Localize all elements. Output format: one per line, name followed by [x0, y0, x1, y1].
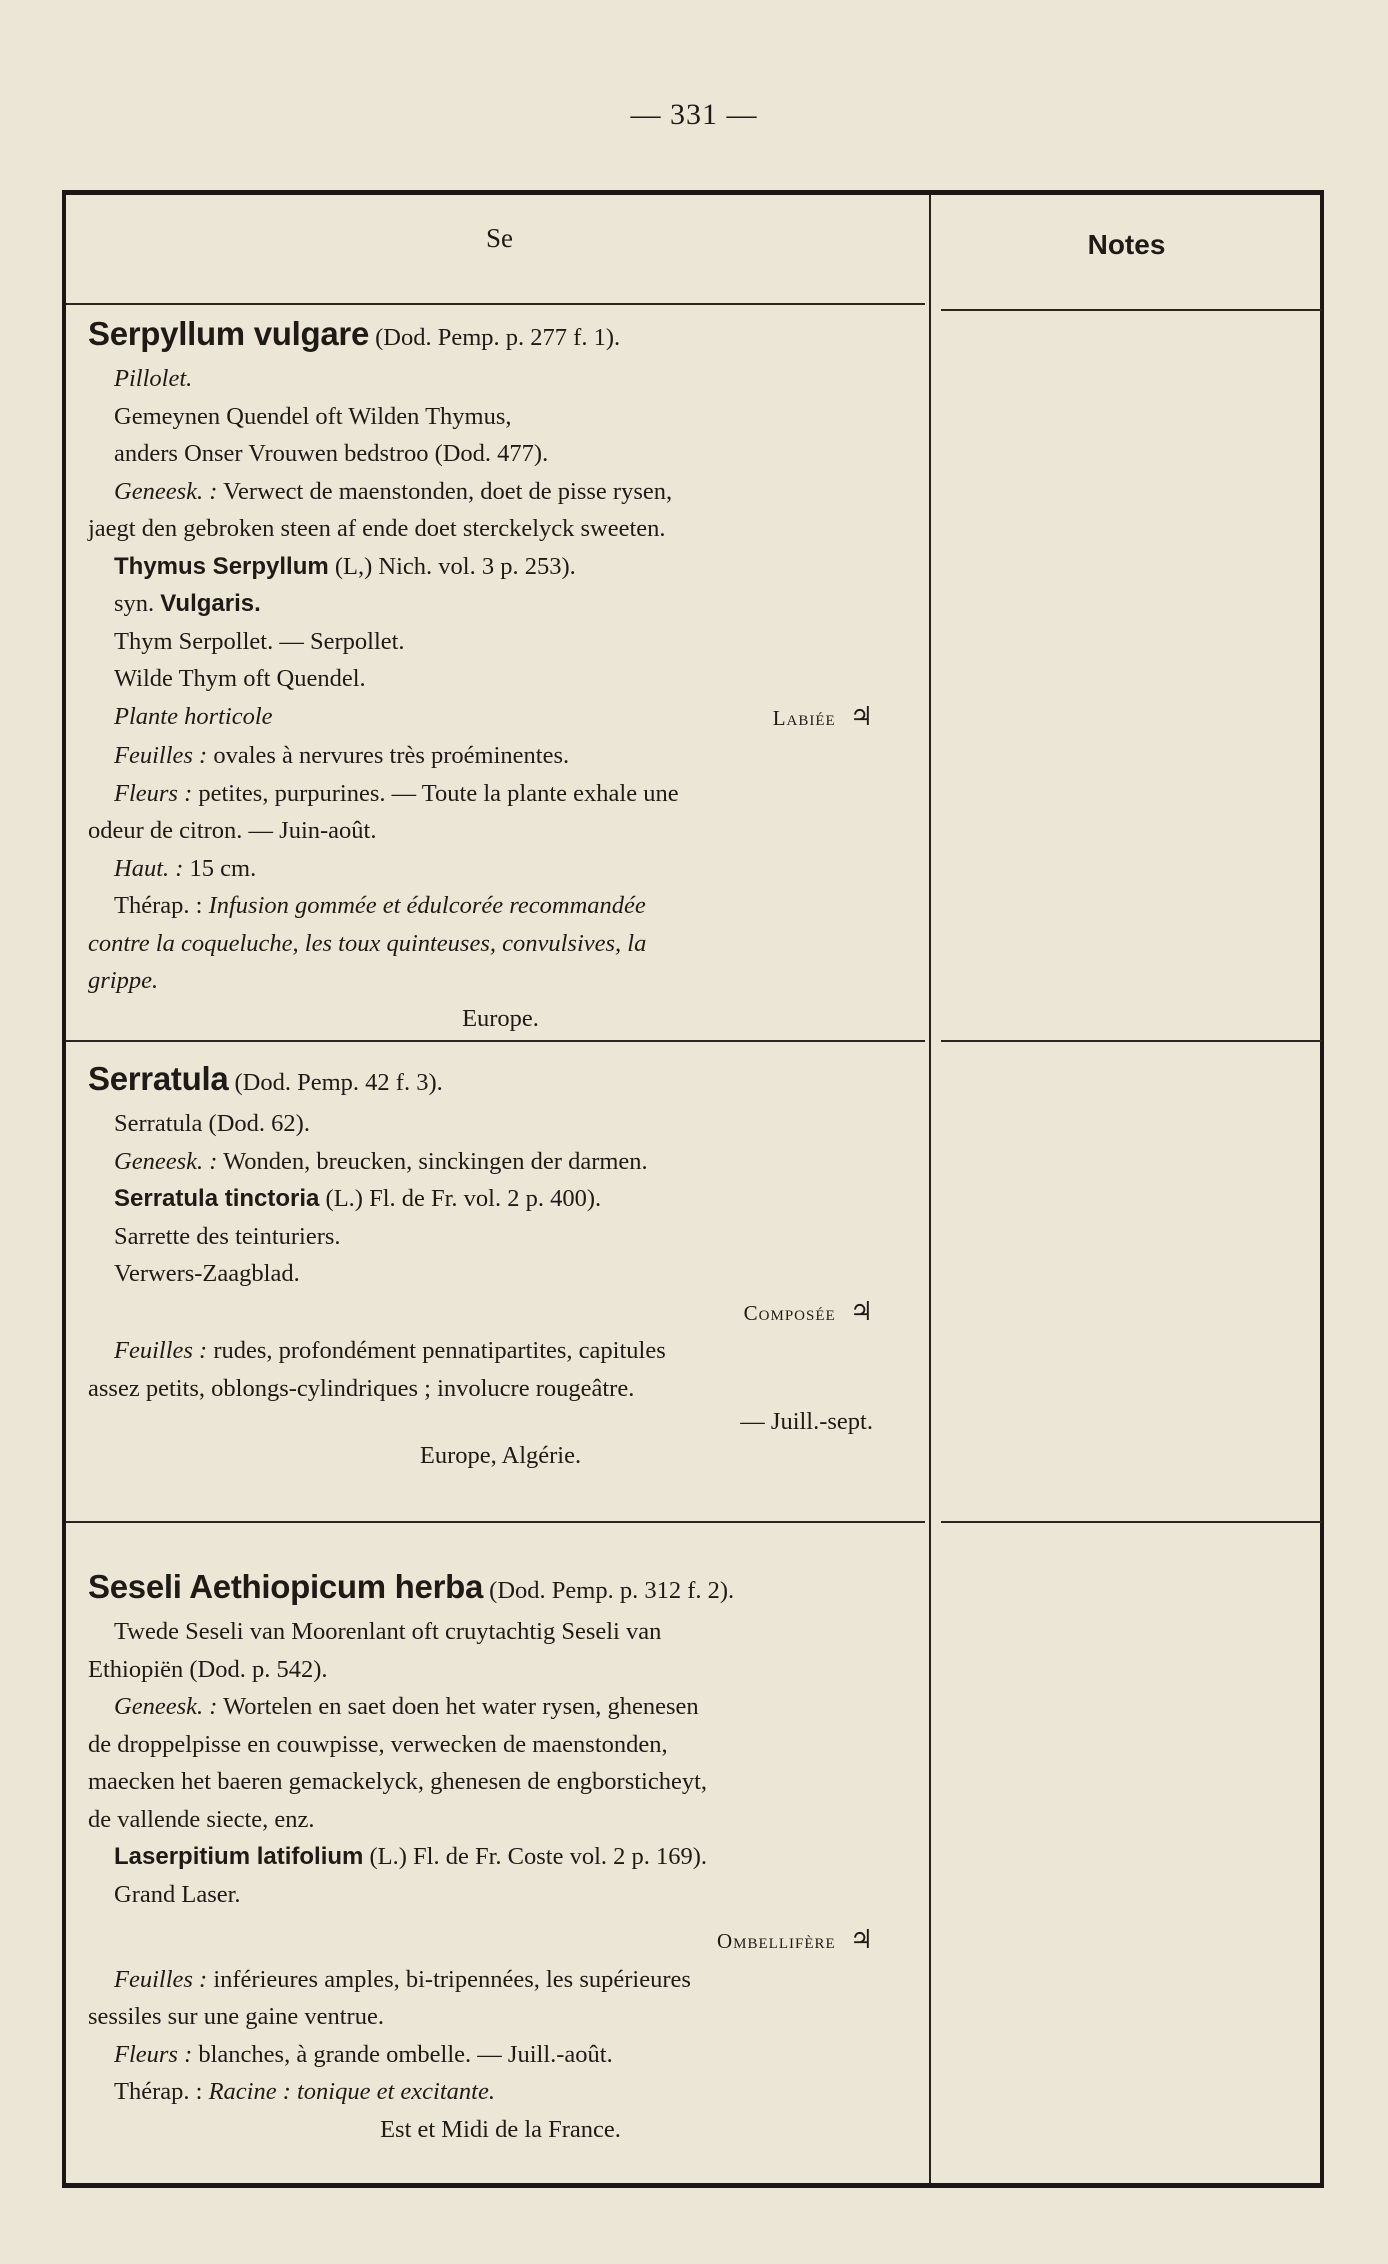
geneesk-text: maecken het baeren gemackelyck, ghenesen de engborsticheyt,	[88, 1768, 708, 1795]
botanical-reference: (L,) Nich. vol. 3 p. 253).	[334, 552, 576, 580]
geneesk-text: Wonden, breucken, sinckingen der darmen.	[223, 1147, 648, 1175]
therap-text: Infusion gommée et édulcorée recommandée	[208, 892, 646, 919]
geneesk-text: de vallende siecte, enz.	[88, 1805, 315, 1833]
column-divider	[929, 195, 931, 2183]
region: Europe, Algérie.	[419, 1442, 582, 1469]
haut-value: 15 cm.	[189, 854, 257, 882]
feuilles-label: Feuilles :	[114, 1965, 208, 1993]
geneesk-label: Geneesk. :	[114, 1693, 218, 1720]
entry-serratula	[88, 1057, 913, 1475]
vernacular-name: Pillolet.	[114, 365, 193, 392]
perennial-symbol: ♃	[849, 1296, 873, 1326]
vernacular-name: Serratula (Dod. 62).	[114, 1110, 310, 1137]
row-divider	[66, 1521, 925, 1523]
entry-reference: (Dod. Pemp. p. 277 f. 1).	[375, 324, 621, 351]
habitat: Plante horticole	[114, 702, 273, 730]
dutch-name: Gemeynen Quendel oft Wilden Thymus,	[114, 402, 512, 430]
haut-label: Haut. :	[114, 854, 184, 882]
fleurs-label: Fleurs :	[114, 779, 193, 807]
feuilles-text: rudes, profondément pennatipartites, capitules	[213, 1337, 666, 1364]
feuilles-text: ovales à nervures très proéminentes.	[213, 742, 570, 769]
plant-family: Labiée	[772, 705, 836, 730]
therap-text: contre la coqueluche, les toux quinteuses, convulsives, la	[88, 929, 647, 957]
geneesk-text: de droppelpisse en couwpisse, verwecken de maenstonden,	[88, 1730, 668, 1758]
geneesk-text: Wortelen en saet doen het water rysen, ghenesen	[223, 1693, 699, 1720]
entry-name: Serratula	[88, 1060, 229, 1097]
dutch-common-name: Wilde Thym oft Quendel.	[114, 665, 366, 692]
row-divider	[66, 1040, 925, 1042]
therap-text: grippe.	[88, 967, 159, 994]
entry-name: Seseli Aethiopicum herba	[88, 1568, 484, 1605]
feuilles-text: sessiles sur une gaine ventrue.	[88, 2003, 384, 2030]
row-divider	[66, 303, 925, 305]
therap-label: Thérap. :	[114, 892, 203, 919]
herbal-table	[62, 190, 1324, 2188]
dutch-name: Ethiopiën (Dod. p. 542).	[88, 1655, 328, 1683]
flowering-period: — Juill.-sept.	[740, 1408, 873, 1435]
perennial-symbol: ♃	[849, 701, 873, 731]
dutch-name: Twede Seseli van Moorenlant oft cruytachtig Seseli van	[114, 1618, 662, 1645]
therap-text: Racine : tonique et excitante.	[208, 2078, 495, 2105]
dutch-name: anders Onser Vrouwen bedstroo (Dod. 477).	[114, 440, 549, 467]
fleurs-text: odeur de citron. — Juin-août.	[88, 817, 377, 844]
perennial-symbol: ♃	[849, 1925, 873, 1954]
region: Est et Midi de la France.	[380, 2115, 621, 2143]
botanical-name: Serratula tinctoria	[114, 1185, 320, 1212]
column-header-se: Se	[486, 223, 513, 253]
botanical-name: Laserpitium latifolium	[114, 1843, 364, 1870]
plant-family: Composée	[743, 1300, 836, 1325]
french-name: Grand Laser.	[114, 1880, 241, 1908]
therap-label: Thérap. :	[114, 2078, 203, 2105]
french-name: Thym Serpollet. — Serpollet.	[114, 627, 405, 655]
geneesk-label: Geneesk. :	[114, 477, 218, 505]
plant-family: Ombellifère	[717, 1929, 836, 1953]
dutch-common-name: Verwers-Zaagblad.	[114, 1260, 300, 1287]
row-divider	[941, 309, 1322, 311]
feuilles-text: assez petits, oblongs-cylindriques ; involucre rougeâtre.	[88, 1374, 635, 1402]
entry-reference: (Dod. Pemp. p. 312 f. 2).	[489, 1577, 735, 1604]
botanical-reference: (L.) Fl. de Fr. vol. 2 p. 400).	[325, 1185, 602, 1212]
page-number: — 331 —	[630, 98, 758, 131]
botanical-reference: (L.) Fl. de Fr. Coste vol. 2 p. 169).	[369, 1843, 708, 1870]
entry-serpyllum-vulgare	[88, 312, 913, 1037]
synonym: Vulgaris.	[160, 590, 261, 617]
feuilles-label: Feuilles :	[114, 1337, 208, 1364]
column-header-notes: Notes	[1087, 229, 1166, 260]
fleurs-text: petites, purpurines. — Toute la plante exhale une	[198, 779, 679, 807]
region: Europe.	[462, 1004, 539, 1032]
french-name: Sarrette des teinturiers.	[114, 1222, 341, 1250]
geneesk-text: jaegt den gebroken steen af ende doet sterckelyck sweeten.	[88, 515, 666, 542]
entry-name: Serpyllum vulgare	[88, 315, 370, 352]
entry-reference: (Dod. Pemp. 42 f. 3).	[234, 1069, 443, 1096]
row-divider	[941, 1521, 1322, 1523]
fleurs-label: Fleurs :	[114, 2040, 193, 2068]
botanical-name: Thymus Serpyllum	[114, 552, 329, 580]
entry-seseli-aethiopicum	[88, 1565, 913, 2148]
feuilles-label: Feuilles :	[114, 742, 208, 769]
fleurs-text: blanches, à grande ombelle. — Juill.-août.	[198, 2040, 613, 2068]
geneesk-text: Verwect de maenstonden, doet de pisse rysen,	[223, 477, 673, 505]
row-divider	[941, 1040, 1322, 1042]
geneesk-label: Geneesk. :	[114, 1147, 218, 1175]
feuilles-text: inférieures amples, bi-tripennées, les supérieures	[213, 1965, 691, 1993]
syn-label: syn.	[114, 590, 155, 617]
